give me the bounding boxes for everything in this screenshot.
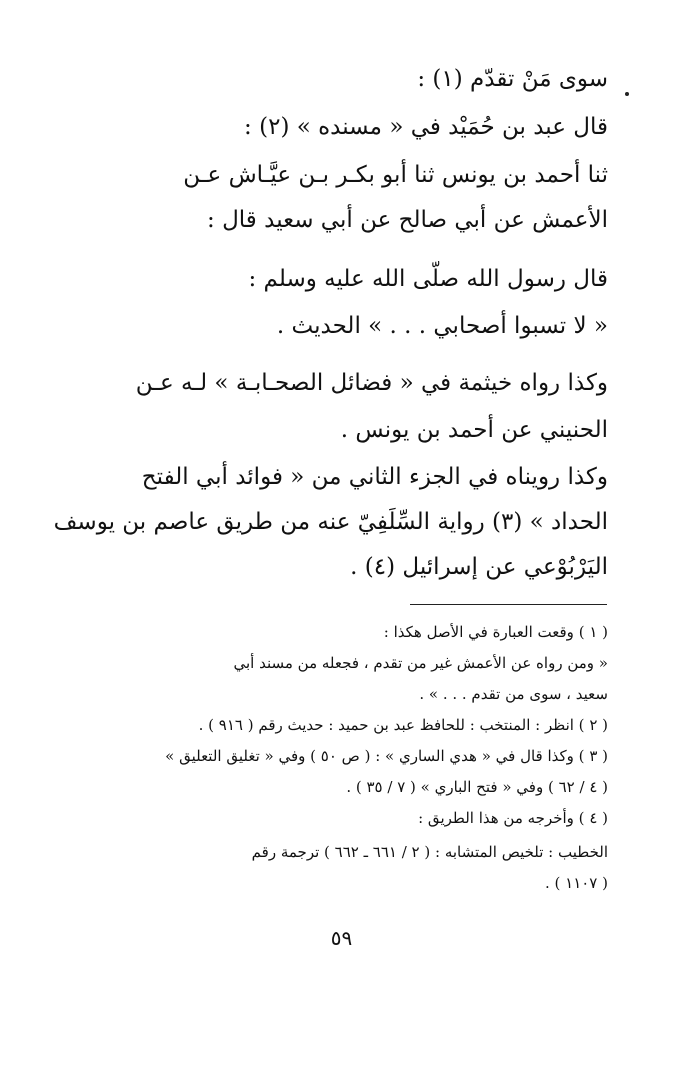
main-line-5: قال رسول الله صلّى الله عليه وسلم : [248, 266, 608, 292]
footnote-line-5: ( ٣ ) وكذا قال في « هدي الساري » : ( ص ٥٠ ) وفي « تغليق التعليق » [165, 747, 608, 765]
main-line-7: وكذا رواه خيثمة في « فضائل الصحـابـة » لـه عـن [135, 370, 608, 396]
main-line-3: ثنا أحمد بن يونس ثنا أبو بكـر بـن عيَّـاش عـن [183, 162, 608, 188]
footnote-line-4: ( ٢ ) انظر : المنتخب : للحافظ عبد بن حميد : حديث رقم ( ٩١٦ ) . [198, 716, 608, 734]
main-line-4: الأعمش عن أبي صالح عن أبي سعيد قال : [207, 207, 608, 233]
footnote-line-3: سعيد ، سوى من تقدم . . . » . [419, 685, 608, 703]
page-number: ٥٩ [330, 926, 353, 950]
footnote-line-7: ( ٤ ) وأخرجه من هذا الطريق : [418, 809, 608, 827]
main-line-6: « لا تسبوا أصحابي . . . » الحديث . [276, 313, 608, 339]
main-line-8: الحنيني عن أحمد بن يونس . [340, 417, 608, 443]
main-line-9: وكذا رويناه في الجزء الثاني من « فوائد أبي الفتح [141, 464, 608, 490]
footnote-line-8: الخطيب : تلخيص المتشابه : ( ٢ / ٦٦١ ـ ٦٦٢ ) ترجمة رقم [251, 843, 608, 861]
footnote-line-9: ( ١١٠٧ ) . [544, 874, 608, 892]
footnote-separator [410, 604, 607, 605]
main-line-1: سوى مَنْ تقدّم (١) : [417, 66, 608, 92]
main-line-11: اليَرْبُوْعي عن إسرائيل (٤) . [350, 554, 608, 580]
main-line-10: الحداد » (٣) رواية السِّلَفِيّ عنه من طريق عاصم بن يوسف [53, 509, 608, 535]
footnote-line-6: ( ٤ / ٦٢ ) وفي « فتح الباري » ( ٧ / ٣٥ ) . [346, 778, 608, 796]
footnote-line-2: « ومن رواه عن الأعمش غير من تقدم ، فجعله من مسند أبي [233, 654, 608, 672]
margin-dot [625, 92, 629, 96]
footnote-line-1: ( ١ ) وقعت العبارة في الأصل هكذا : [383, 623, 608, 641]
main-line-2: قال عبد بن حُمَيْد في « مسنده » (٢) : [244, 114, 608, 140]
